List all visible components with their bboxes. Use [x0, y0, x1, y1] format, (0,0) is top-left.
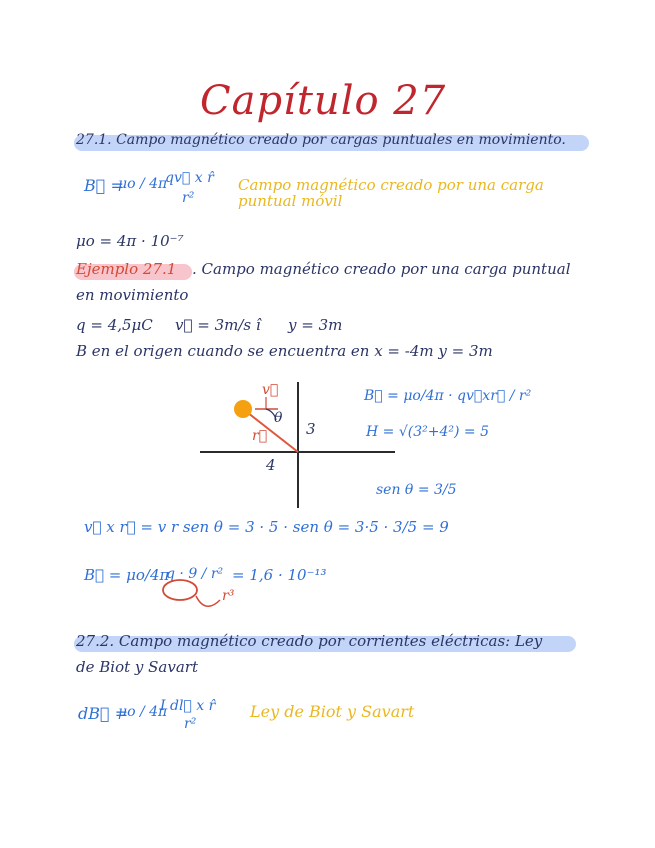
diagram-label-theta: θ [274, 410, 283, 426]
example-title-line1: . Campo magnético creado por una carga puntual [192, 260, 571, 278]
formula-b-num: qv⃗ x r̂ [165, 170, 214, 186]
right-formula-b: B⃗ = μo/4π · qv⃗xr⃗ / r² [364, 388, 532, 404]
formula-b-den: r² [182, 190, 195, 206]
example-label: Ejemplo 27.1 [76, 260, 177, 278]
section-heading-1: 27.1. Campo magnético creado por cargas puntuales en movimiento. [76, 132, 566, 148]
result-lhs: B⃗ = μo/4π [84, 566, 170, 584]
result-value: = 1,6 · 10⁻¹³ [232, 566, 327, 584]
formula-b-const: μo / 4π [118, 176, 168, 192]
example-question: B en el origen cuando se encuentra en x = -4m y = 3m [76, 342, 493, 360]
formula-b-lhs: B⃗ = [84, 176, 124, 195]
section-heading-2-line2: de Biot y Savart [76, 658, 198, 676]
diagram-label-v: v⃗ [262, 382, 279, 398]
result-fraction: q · 9 / r² [166, 566, 224, 582]
cross-product: v⃗ x r⃗ = v r sen θ = 3 · 5 · sen θ = 3·5 · 3/5 = 9 [84, 518, 449, 536]
formula-note-line1: Campo magnético creado por una carga [238, 176, 544, 194]
mu0-value: μo = 4π · 10⁻⁷ [76, 232, 184, 250]
data-charge: q = 4,5μC [76, 316, 153, 334]
biot-savart-num: I dl⃗ x r̂ [160, 698, 216, 714]
page-title: Capítulo 27 [200, 78, 447, 124]
data-y: y = 3m [288, 316, 343, 334]
sine-theta: sen θ = 3/5 [376, 482, 457, 498]
biot-savart-note: Ley de Biot y Savart [250, 702, 415, 721]
section-heading-2-line1: 27.2. Campo magnético creado por corrientes eléctricas: Ley [76, 632, 543, 650]
hypotenuse: H = √(3²+4²) = 5 [366, 424, 489, 440]
formula-note-line2: puntual móvil [238, 192, 343, 210]
biot-savart-const: μo / 4π [118, 704, 168, 720]
example-title-line2: en movimiento [76, 286, 189, 304]
diagram-label-4: 4 [266, 456, 276, 474]
data-velocity: v⃗ = 3m/s î [175, 316, 261, 334]
biot-savart-lhs: dB⃗ = [78, 704, 129, 723]
biot-savart-den: r² [184, 716, 197, 732]
diagram-label-3: 3 [306, 420, 316, 438]
correction-label: r³ [222, 588, 235, 604]
diagram-label-r: r⃗ [252, 428, 268, 444]
